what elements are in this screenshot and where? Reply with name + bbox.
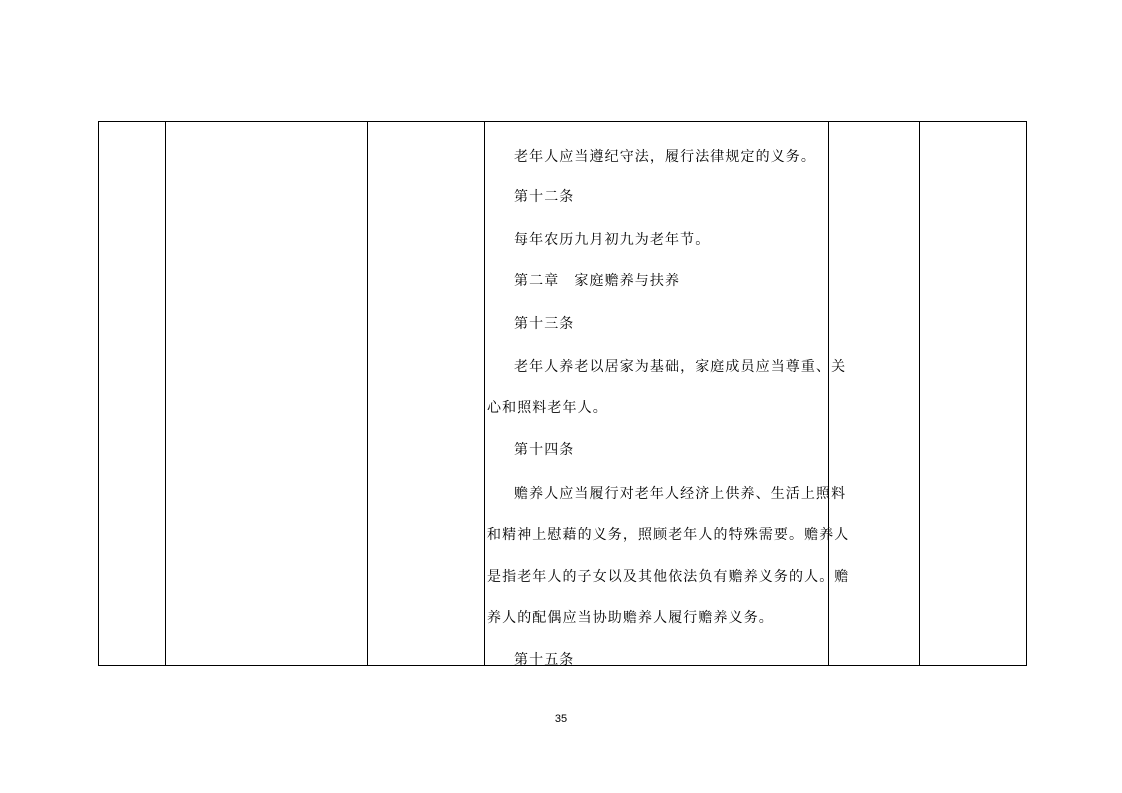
- chapter-heading: 第二章 家庭赡养与扶养: [514, 273, 681, 289]
- text-line: 养人的配偶应当协助赡养人履行赡养义务。: [487, 610, 774, 626]
- document-table: [98, 121, 1027, 666]
- article-heading: 第十三条: [514, 316, 575, 332]
- column-divider-2: [367, 122, 368, 665]
- article-heading: 第十四条: [514, 442, 575, 458]
- page-number: 35: [554, 713, 568, 725]
- column-divider-1: [165, 122, 166, 665]
- text-line: 心和照料老年人。: [487, 400, 608, 416]
- text-line: 老年人养老以居家为基础，家庭成员应当尊重、关: [514, 359, 847, 375]
- column-divider-5: [919, 122, 920, 665]
- text-line: 是指老年人的子女以及其他依法负有赡养义务的人。赡: [487, 569, 850, 585]
- article-heading: 第十五条: [514, 652, 575, 668]
- text-line: 老年人应当遵纪守法，履行法律规定的义务。: [514, 149, 816, 165]
- law-text-cell: [485, 122, 850, 668]
- text-line: 和精神上慰藉的义务，照顾老年人的特殊需要。赡养人: [487, 527, 850, 543]
- text-line: 每年农历九月初九为老年节。: [514, 232, 711, 248]
- text-line: 赡养人应当履行对老年人经济上供养、生活上照料: [514, 486, 847, 502]
- article-heading: 第十二条: [514, 189, 575, 205]
